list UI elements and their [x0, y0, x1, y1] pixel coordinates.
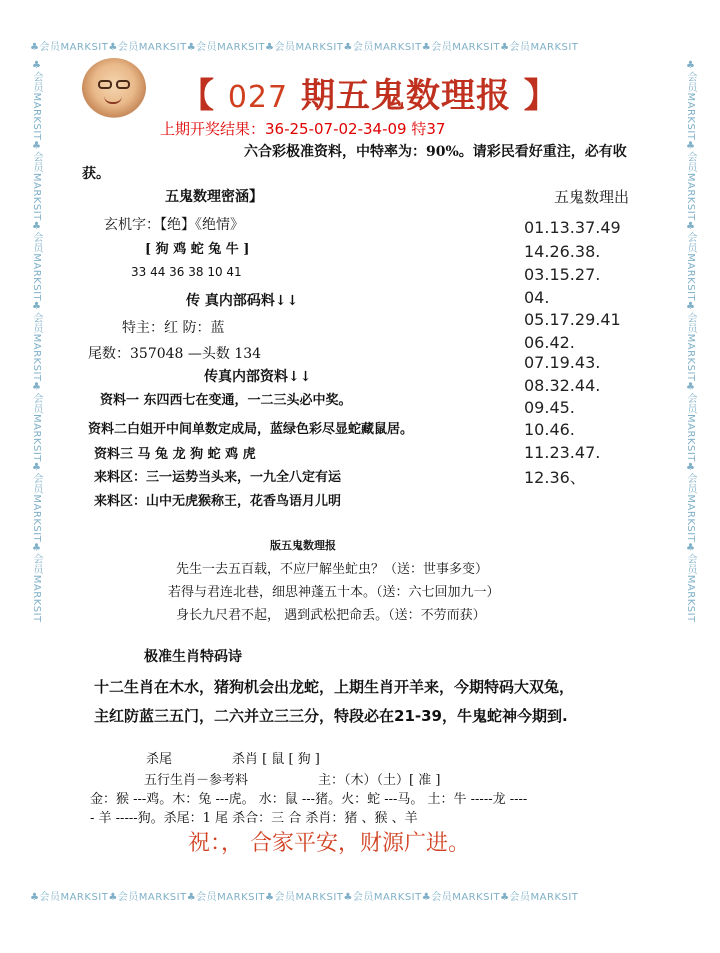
left-section-heading: 五鬼数理密涵】 — [165, 189, 263, 205]
intro-line-2: 获。 — [82, 166, 110, 182]
watermark-border-bottom: ♣会员MARKSIT♣会员MARKSIT♣会员MARKSIT♣会员MARKSIT♣会员MARKSIT♣会员MARKSIT♣会员MARKSIT — [30, 892, 579, 902]
watermark-border-left: ♣会员MARKSIT♣会员MARKSIT♣会员MARKSIT♣会员MARKSIT♣会员MARKSIT♣会员MARKSIT♣会员MARKSIT — [31, 60, 42, 623]
number-row: 06.42. — [524, 333, 575, 352]
special-main-guard: 特主：红 防：蓝 — [122, 320, 225, 336]
watermark-border-right: ♣会员MARKSIT♣会员MARKSIT♣会员MARKSIT♣会员MARKSIT♣会员MARKSIT♣会员MARKSIT♣会员MARKSIT — [685, 60, 696, 623]
riddle-line-3: 身长九尺君不起， 遇到武松把命丢。（送：不劳而获） — [176, 608, 486, 623]
kill-zodiac: 杀肖 [ 鼠 [ 狗 ] — [232, 752, 320, 767]
watermark-border-top: ♣会员MARKSIT♣会员MARKSIT♣会员MARKSIT♣会员MARKSIT♣会员MARKSIT♣会员MARKSIT♣会员MARKSIT — [30, 42, 579, 52]
number-row: 08.32.44. — [524, 376, 601, 395]
poem-heading: 极准生肖特码诗 — [144, 649, 242, 665]
right-section-heading: 五鬼数理出 — [554, 188, 630, 206]
poem-line-2: 主红防蓝三五门，二六并立三三分，特段必在21-39，牛鬼蛇神今期到. — [94, 707, 568, 725]
xuanji-text: 玄机字：【绝】《绝情》 — [104, 217, 244, 233]
number-row: 05.17.29.41 — [524, 310, 621, 329]
eye-left — [98, 80, 112, 89]
title-text: 期五鬼数理报 — [300, 76, 511, 116]
kill-tail-label: 杀尾 — [146, 752, 173, 767]
info-3: 资料三 马 兔 龙 狗 蛇 鸡 虎 — [94, 447, 256, 462]
riddle-line-2: 若得与君连北巷，细思神蓬五十本。（送：六七回加九一） — [168, 585, 500, 600]
title-bracket-left: 【 — [180, 76, 215, 116]
page-title — [180, 68, 559, 117]
intro-line-1: 六合彩极准资料，中特率为：90%。请彩民看好重注，必有收 — [244, 144, 627, 160]
fax-info-heading: 传真内部资料↓↓ — [204, 369, 312, 385]
number-row: 04. — [524, 288, 550, 307]
riddle-line-1: 先生一去五百载，不应尸解坐虻虫？（送：世事多变） — [176, 562, 489, 577]
number-row: 01.13.37.49 — [524, 218, 621, 237]
number-list: 33 44 36 38 10 41 — [131, 265, 242, 279]
last-draw-result: 上期开奖结果：36-25-07-02-34-09 特37 — [160, 120, 446, 138]
mouth — [104, 96, 122, 104]
main-elements: 主：（木）（土）[ 准 ] — [318, 773, 441, 788]
elements-line: 金：猴 ---鸡。木：兔 ---虎。 水：鼠 ---猪。火：蛇 ---马。 土：牛 -----龙 ---- — [90, 792, 528, 807]
title-bracket-right: 】 — [523, 76, 559, 116]
zodiac-list: [ 狗 鸡 蛇 兔 牛 ] — [145, 242, 250, 257]
number-row: 09.45. — [524, 398, 575, 417]
number-row: 12.36、 — [524, 468, 586, 487]
avatar — [82, 58, 146, 118]
poem-line-1: 十二生肖在木水，猪狗机会出龙蛇，上期生肖开羊来，今期特码大双兔， — [94, 678, 575, 696]
issue-number: 027 — [227, 80, 289, 115]
number-row: 11.23.47. — [524, 443, 601, 462]
number-row: 03.15.27. — [524, 265, 601, 284]
info-2: 资料二白姐开中间单数定成局，蓝绿色彩尽显蛇藏鼠居。 — [88, 422, 414, 437]
tail-head-numbers: 尾数：357048 —头数 134 — [88, 346, 262, 362]
wish-text: 祝：， 合家平安，财源广进。 — [188, 831, 470, 856]
number-row: 07.19.43. — [524, 353, 601, 372]
number-row: 14.26.38. — [524, 242, 601, 261]
info-1: 资料一 东四西七在变通，一二三头必中奖。 — [100, 393, 352, 408]
eye-right — [116, 80, 130, 89]
source-1: 来料区：三一运势当头来，一九全八定有运 — [94, 470, 342, 485]
source-2: 来料区：山中无虎猴称王，花香鸟语月儿明 — [94, 494, 342, 509]
kill-summary-line: - 羊 -----狗。杀尾：1 尾 杀合：三 合 杀肖：猪 、猴 、羊 — [90, 811, 418, 826]
five-elements-label: 五行生肖－参考料 — [144, 773, 249, 788]
riddle-heading: 版五鬼数理报 — [270, 539, 336, 552]
fax-code-heading: 传 真内部码料↓↓ — [186, 293, 299, 309]
number-row: 10.46. — [524, 420, 575, 439]
